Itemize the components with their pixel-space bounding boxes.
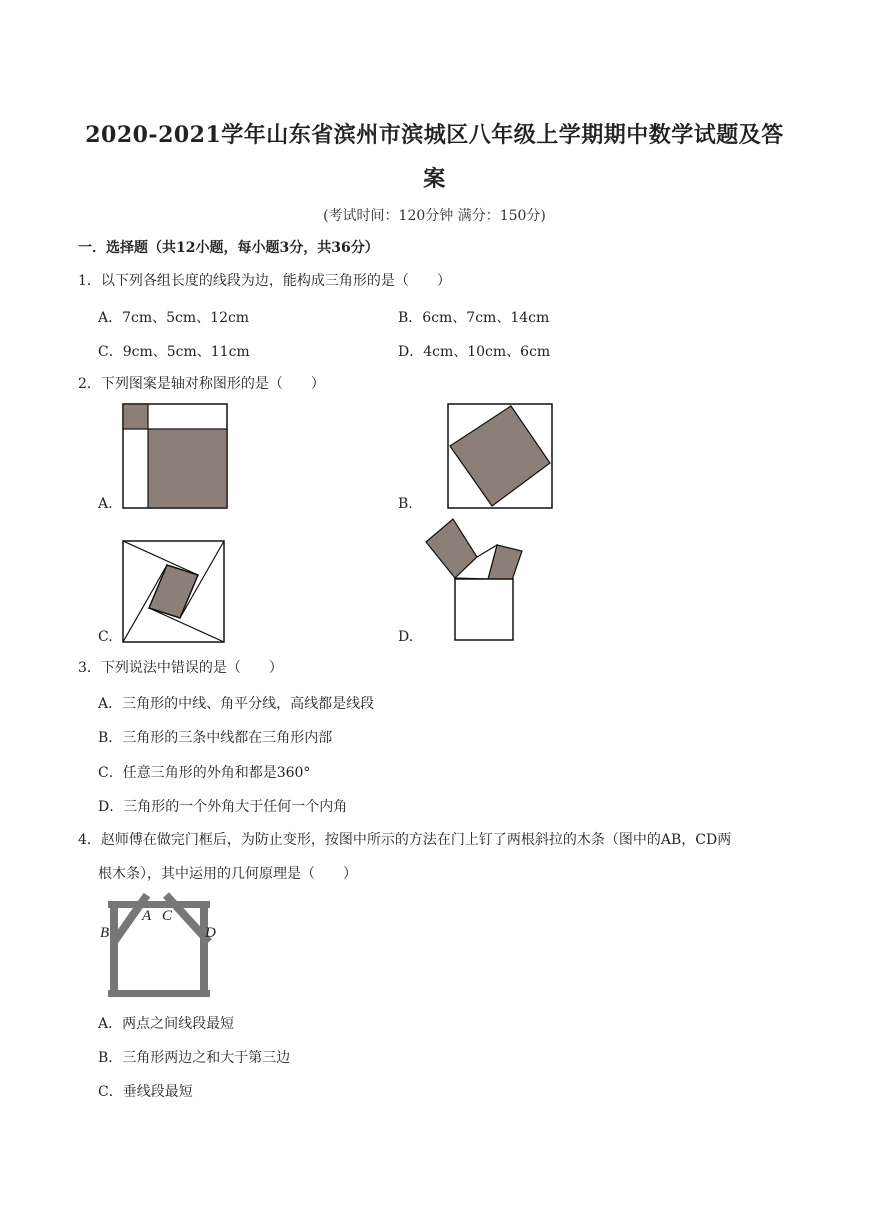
label-b: B [100, 925, 110, 941]
label-a: A [142, 908, 152, 924]
question-3-option-c: C．任意三角形的外角和都是360° [98, 765, 311, 781]
label-d: D [205, 925, 216, 941]
question-2-option-d: D. [398, 629, 414, 645]
question-3-stem: 3．下列说法中错误的是（ ） [78, 660, 283, 676]
question-4-option-c: C．垂线段最短 [98, 1084, 193, 1100]
question-1-option-b: B．6cm、7cm、14cm [398, 310, 550, 326]
question-4-option-b: B．三角形两边之和大于第三边 [98, 1050, 291, 1066]
question-1-option-d: D．4cm、10cm、6cm [398, 344, 551, 360]
question-3-option-d: D．三角形的一个外角大于任何一个内角 [98, 799, 348, 815]
page-title-line2: 案 [423, 166, 446, 192]
door-frame-figure [100, 890, 220, 1005]
label-c: C [162, 908, 173, 924]
question-3-option-b: B．三角形的三条中线都在三角形内部 [98, 730, 333, 746]
question-4-stem-line2: 根木条），其中运用的几何原理是（ ） [98, 866, 357, 882]
question-3-option-a: A．三角形的中线、角平分线，高线都是线段 [98, 696, 375, 712]
figure-2a [122, 403, 228, 509]
exam-info: (考试时间：120分钟 满分：150分) [323, 208, 546, 224]
question-1-option-c: C．9cm、5cm、11cm [98, 344, 250, 360]
question-2-stem: 2．下列图案是轴对称图形的是（ ） [78, 376, 325, 392]
question-1-option-a: A．7cm、5cm、12cm [98, 310, 250, 326]
question-2-option-b: B. [398, 496, 413, 512]
question-4-stem-line1: 4．赵师傅在做完门框后，为防止变形，按图中所示的方法在门上钉了两根斜拉的木条（图中的AB，CD两 [78, 832, 732, 848]
question-1-stem: 1．以下列各组长度的线段为边，能构成三角形的是（ ） [78, 273, 451, 289]
figure-2b [447, 403, 553, 509]
page-title-line1: 2020-2021学年山东省滨州市滨城区八年级上学期期中数学试题及答 [85, 122, 784, 148]
question-2-option-a: A. [98, 496, 113, 512]
question-2-option-c: C. [98, 629, 113, 645]
question-4-option-a: A．两点之间线段最短 [98, 1016, 235, 1032]
section-heading: 一．选择题（共12小题，每小题3分，共36分） [78, 240, 379, 256]
figure-2d [422, 516, 542, 642]
figure-2c [122, 540, 225, 643]
